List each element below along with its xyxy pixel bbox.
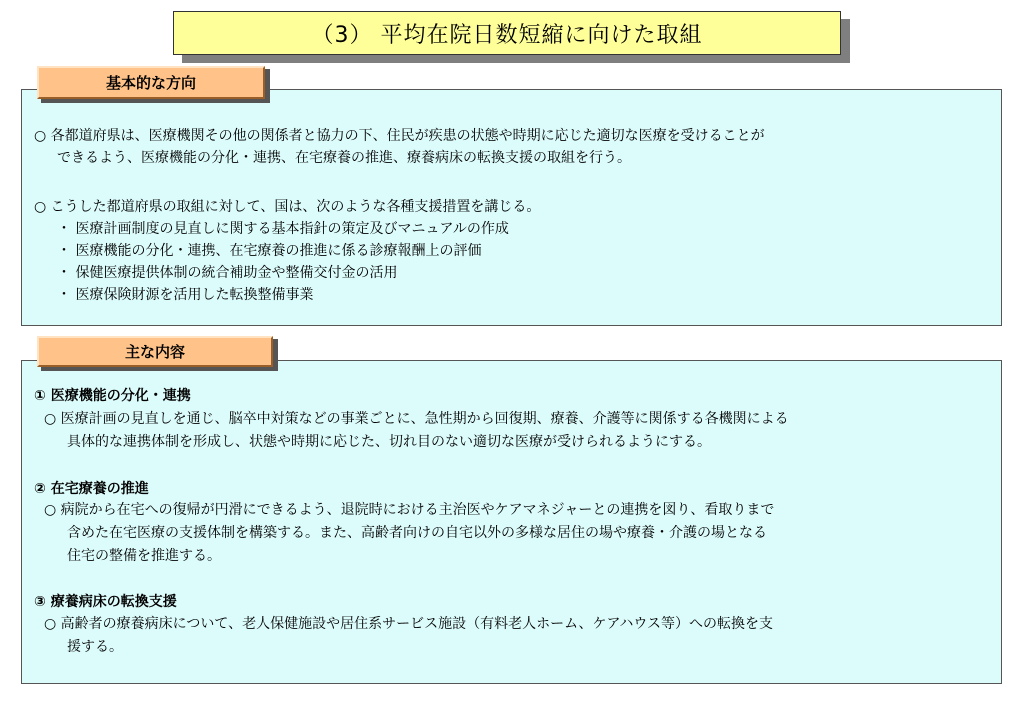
main-content-label: 主な内容 <box>37 336 273 367</box>
item-1-line-2: 具体的な連携体制を形成し、状態や時期に応じた、切れ目のない適切な医療が受けられるようにする。 <box>67 434 711 450</box>
item-2-heading: ② 在宅療養の推進 <box>34 481 149 497</box>
support-measure-2: ・ 医療機能の分化・連携、在宅療養の推進に係る診療報酬上の評価 <box>57 243 482 259</box>
direction-paragraph-2: ○ こうした都道府県の取組に対して、国は、次のような各種支援措置を講じる。 <box>34 199 541 215</box>
page-title: （3） 平均在院日数短縮に向けた取組 <box>173 11 841 55</box>
item-2-line-2: 含めた在宅医療の支援体制を構築する。また、高齢者向けの自宅以外の多様な居住の場や療養・介護の場となる <box>67 525 767 541</box>
item-1-line-1: ○ 医療計画の見直しを通じ、脳卒中対策などの事業ごとに、急性期から回復期、療養、介護等に関係する各機関による <box>44 411 789 427</box>
support-measure-3: ・ 保健医療提供体制の統合補助金や整備交付金の活用 <box>57 265 398 281</box>
direction-paragraph-1-line-2: できるよう、医療機能の分化・連携、在宅療養の推進、療養病床の転換支援の取組を行う。 <box>57 150 631 166</box>
item-2-line-3: 住宅の整備を推進する。 <box>67 548 221 564</box>
item-3-line-1: ○ 高齢者の療養病床について、老人保健施設や居住系サービス施設（有料老人ホーム、ケアハウス等）への転換を支 <box>44 616 773 632</box>
support-measure-1: ・ 医療計画制度の見直しに関する基本指針の策定及びマニュアルの作成 <box>57 221 509 237</box>
direction-paragraph-1-line-1: ○ 各都道府県は、医療機関その他の関係者と協力の下、住民が疾患の状態や時期に応じた適切な医療を受けることが <box>34 128 765 144</box>
support-measure-4: ・ 医療保険財源を活用した転換整備事業 <box>57 287 314 303</box>
item-1-heading: ① 医療機能の分化・連携 <box>34 388 191 404</box>
basic-direction-label: 基本的な方向 <box>37 66 265 99</box>
item-3-line-2: 援する。 <box>67 639 123 655</box>
item-3-heading: ③ 療養病床の転換支援 <box>34 594 177 610</box>
item-2-line-1: ○ 病院から在宅への復帰が円滑にできるよう、退院時における主治医やケアマネジャーとの連携を図り、看取りまで <box>44 502 775 518</box>
